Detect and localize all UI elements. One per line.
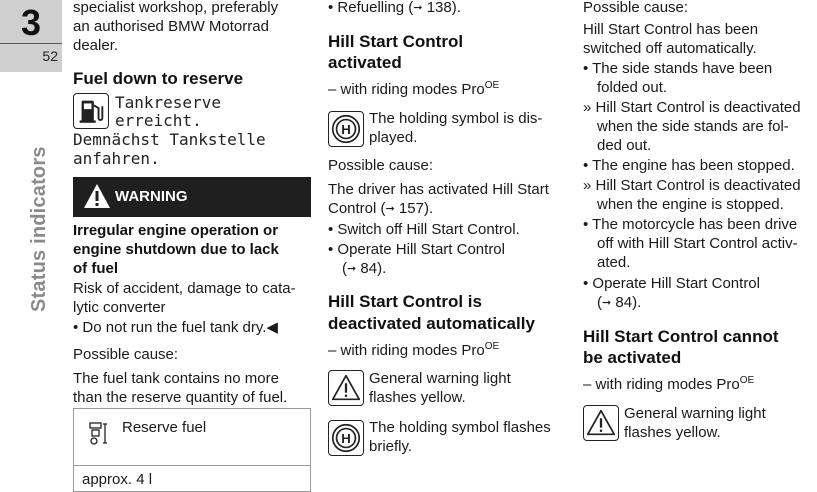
- bullet-engine-stopped: • The engine has been stopped.: [583, 157, 795, 174]
- bullet-side-stands: • The side stands have been: [583, 60, 773, 77]
- bullet-driven-off: • The motorcycle has been drive: [583, 216, 798, 233]
- chapter-divider: [0, 43, 62, 44]
- table-divider: [74, 465, 310, 466]
- bullet-switch-off: • Switch off Hill Start Control.: [328, 221, 520, 238]
- reserve-fuel-table: [73, 408, 311, 492]
- display-message-line: anfahren.: [73, 149, 160, 168]
- riding-mode-note: – with riding modes Pro$^{OE}$: [328, 80, 500, 98]
- page-reference[interactable]: 84: [360, 260, 378, 277]
- warning-banner: [73, 177, 311, 217]
- chapter-tab: [0, 0, 62, 72]
- riding-mode-note: – with riding modes Pro$^{OE}$: [328, 341, 500, 359]
- hazard-line: of fuel: [73, 260, 118, 277]
- reference-arrow-icon: ➞: [413, 2, 423, 14]
- holding-symbol-icon: [328, 420, 364, 456]
- page-number: 52: [42, 48, 58, 64]
- bullet-operate: • Operate Hill Start Control: [328, 241, 505, 258]
- page-reference[interactable]: 84: [615, 294, 633, 311]
- intro-line: specialist workshop, preferably: [73, 0, 279, 16]
- heading-hsc-activated: activated: [328, 53, 402, 72]
- svg-text:H: H: [341, 122, 351, 138]
- holding-symbol-icon: [328, 111, 364, 147]
- fuel-gauge-icon: [88, 421, 110, 447]
- general-warning-line: General warning light: [624, 405, 766, 422]
- result-side-stands: when the side stands are fol-: [597, 118, 789, 135]
- possible-cause-label: Possible cause:: [328, 157, 434, 174]
- bullet-driven-off: ated.: [597, 254, 631, 271]
- display-message-line: Demnächst Tankstelle: [73, 130, 266, 149]
- risk-line: Risk of accident, damage to cata-: [73, 280, 296, 297]
- table-value: approx. 4 l: [82, 471, 153, 488]
- section-side-title: Status indicators: [28, 146, 50, 312]
- display-message-line: Tankreserve: [115, 93, 221, 112]
- bullet-side-stands: folded out.: [597, 79, 668, 96]
- intro-line: an authorised BMW Motorrad: [73, 18, 269, 35]
- possible-cause-label: Possible cause:: [583, 0, 689, 16]
- general-warning-line: flashes yellow.: [624, 424, 721, 441]
- result-engine-stopped: » Hill Start Control is deactivated: [583, 177, 801, 194]
- intro-line: dealer.: [73, 37, 119, 54]
- heading-hsc-cannot-activate: Hill Start Control cannot: [583, 327, 779, 346]
- driver-cause-line: The driver has activated Hill Start: [328, 181, 549, 198]
- page-reference[interactable]: 138: [426, 0, 452, 16]
- warning-label: WARNING: [115, 188, 188, 205]
- general-warning-line: General warning light: [369, 370, 511, 387]
- hazard-line: Irregular engine operation or: [73, 222, 279, 239]
- possible-cause-label: Possible cause:: [73, 346, 179, 363]
- holding-displayed-line: played.: [369, 129, 418, 146]
- general-warning-icon: [583, 405, 619, 441]
- risk-line: lytic converter: [73, 299, 166, 316]
- reference-arrow-icon: ➞: [347, 263, 357, 275]
- holding-flashes-line: The holding symbol flashes: [369, 419, 551, 436]
- holding-displayed-line: The holding symbol is dis-: [369, 110, 543, 127]
- operate-reference: (➞ 84).: [342, 260, 387, 277]
- general-warning-line: flashes yellow.: [369, 389, 466, 406]
- heading-fuel-reserve: Fuel down to reserve: [73, 69, 244, 88]
- riding-mode-note: – with riding modes Pro$^{OE}$: [583, 375, 755, 393]
- fuel-pump-icon: [73, 93, 109, 129]
- cause-line: than the reserve quantity of fuel.: [73, 389, 288, 406]
- heading-hsc-cannot-activate: be activated: [583, 348, 682, 367]
- display-message-line: erreicht.: [115, 111, 202, 130]
- reference-arrow-icon: ➞: [385, 203, 395, 215]
- bullet-fuel-dry: • Do not run the fuel tank dry.◀: [73, 319, 278, 336]
- refuelling-line: • Refuelling (➞ 138).: [328, 0, 461, 16]
- driver-cause-line: Control (➞ 157).: [328, 200, 434, 217]
- page-reference[interactable]: 157: [398, 200, 424, 217]
- cause-line: The fuel tank contains no more: [73, 370, 279, 387]
- operate-reference: (➞ 84).: [597, 294, 642, 311]
- warning-triangle-icon: [83, 182, 111, 210]
- switched-off-line: Hill Start Control has been: [583, 21, 759, 38]
- table-label: Reserve fuel: [122, 419, 207, 436]
- result-engine-stopped: when the engine is stopped.: [597, 196, 784, 213]
- holding-flashes-line: briefly.: [369, 438, 413, 455]
- heading-hsc-deactivated: Hill Start Control is: [328, 292, 482, 311]
- bullet-driven-off: off with Hill Start Control activ-: [597, 235, 798, 252]
- result-side-stands: » Hill Start Control is deactivated: [583, 99, 801, 116]
- chapter-number: 3: [20, 2, 42, 43]
- heading-hsc-deactivated: deactivated automatically: [328, 314, 535, 333]
- heading-hsc-activated: Hill Start Control: [328, 32, 464, 51]
- bullet-operate: • Operate Hill Start Control: [583, 275, 760, 292]
- reference-arrow-icon: ➞: [602, 297, 612, 309]
- result-side-stands: ded out.: [597, 137, 652, 154]
- general-warning-icon: [328, 370, 364, 406]
- switched-off-line: switched off automatically.: [583, 40, 757, 57]
- svg-text:H: H: [341, 431, 351, 447]
- hazard-line: engine shutdown due to lack: [73, 241, 279, 258]
